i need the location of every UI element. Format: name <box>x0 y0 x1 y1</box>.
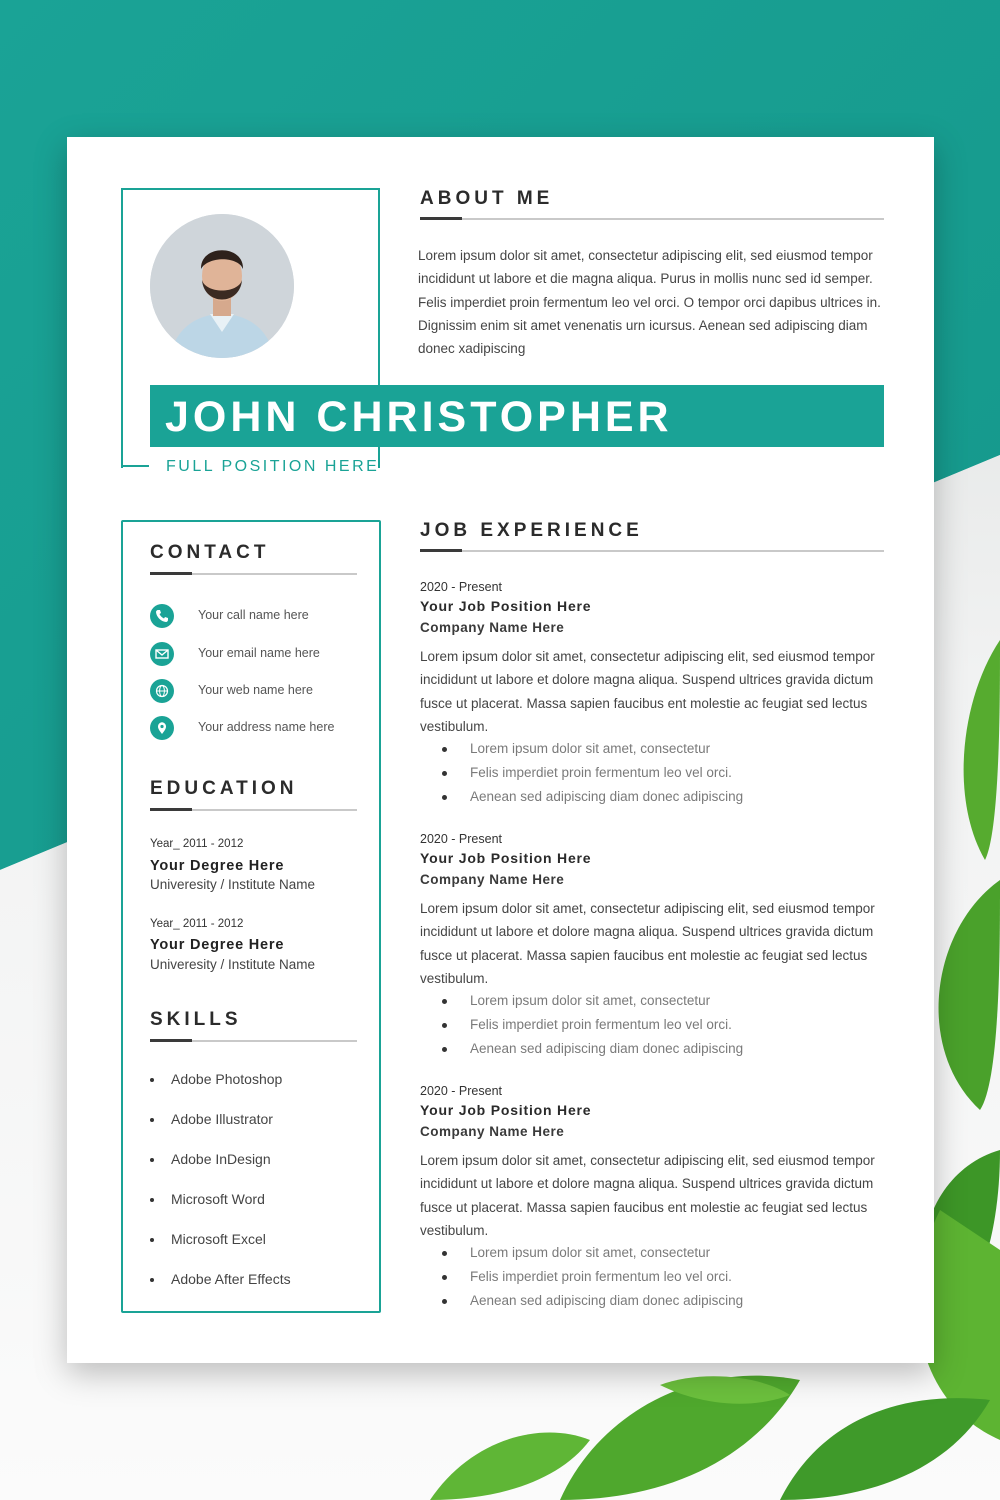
education-1-degree: Your Degree Here <box>150 858 285 874</box>
experience-title: JOB EXPERIENCE <box>420 520 643 541</box>
email-icon <box>150 642 174 666</box>
job-3-date: 2020 - Present <box>420 1084 502 1098</box>
skills-rule-accent <box>150 1039 192 1042</box>
education-1-year: Year_ 2011 - 2012 <box>150 838 244 850</box>
leaf-1 <box>964 640 1000 860</box>
job-1-date: 2020 - Present <box>420 580 502 594</box>
leaf-7 <box>780 1398 990 1500</box>
location-icon <box>150 716 174 740</box>
globe-icon <box>150 679 174 703</box>
experience-rule-accent <box>420 549 462 552</box>
phone-icon <box>150 604 174 628</box>
contact-web-text: Your web name here <box>198 683 313 697</box>
contact-title: CONTACT <box>150 542 270 563</box>
job-3-position: Your Job Position Here <box>420 1102 592 1118</box>
skill-item: Adobe InDesign <box>150 1151 271 1167</box>
contact-phone-text: Your call name here <box>198 608 309 622</box>
job-2-company: Company Name Here <box>420 872 565 887</box>
contact-address-text: Your address name here <box>198 720 335 734</box>
resume-sheet: ABOUT ME Lorem ipsum dolor sit amet, consectetur adipiscing elit, sed eiusmod tempor incididunt ut labore et die magna aliqua. Purus in mollis nunc sed id semper. Felis imperdiet proin fermentum leo vel orci. O tempor orci dapibus ultrices in. Dignissim enim sit amet venenatis urn icursus. Aenean sed adipiscing diam donec xadipiscing JOHN CHRISTOPHER FULL POSITION HERE CONTACT Your call name here Your email name here Your web name here Your address name here EDUCATION Year_ 2011 - 2012 Your Degree Here Univeresity / Institute Name Year_ 2011 - 2012 Your Degree Here Univeresity / Institute Name SKILLS Adobe Photoshop Adobe Illustrator Adobe InDesign Microsoft Word Microsoft Excel Adobe After Effects JOB EXPERIENCE 2020 - Present Your Job Position Here Company Name Here Lorem ipsum dolor sit amet, consectetur adipiscing elit, sed eiusmod tempor incididunt ut labore et dolore magna aliqua. Suspend ultrices gravida dictum fusce ut placerat. Massa sapien faucibus ent molestie ac feugiat sed lectus vestibulum. Lorem ipsum dolor sit amet, consectetur Felis imperdiet proin fermentum leo vel orci. Aenean sed adipiscing diam donec adipiscing 2020 - Present Your Job Position Here Company Name Here Lorem ipsum dolor sit amet, consectetur adipiscing elit, sed eiusmod tempor incididunt ut labore et dolore magna aliqua. Suspend ultrices gravida dictum fusce ut placerat. Massa sapien faucibus ent molestie ac feugiat sed lectus vestibulum. Lorem ipsum dolor sit amet, consectetur Felis imperdiet proin fermentum leo vel orci. Aenean sed adipiscing diam donec adipiscing 2020 - Present Your Job Position Here Company Name Here Lorem ipsum dolor sit amet, consectetur adipiscing elit, sed eiusmod tempor incididunt ut labore et dolore magna aliqua. Suspend ultrices gravida dictum fusce ut placerat. Massa sapien faucibus ent molestie ac feugiat sed lectus vestibulum. Lorem ipsum dolor sit amet, consectetur Felis imperdiet proin fermentum leo vel orci. Aenean sed adipiscing diam donec adipiscing <box>67 137 934 1363</box>
skill-item: Microsoft Word <box>150 1191 265 1207</box>
job-1-description: Lorem ipsum dolor sit amet, consectetur adipiscing elit, sed eiusmod tempor incididunt ut labore et dolore magna aliqua. Suspend ultrices gravida dictum fusce ut placerat. Massa sapien faucibus ent molestie ac feugiat sed lectus vestibulum. <box>420 649 875 734</box>
education-title: EDUCATION <box>150 778 298 799</box>
about-rule-accent <box>420 217 462 220</box>
job-1-position: Your Job Position Here <box>420 598 592 614</box>
experience-rule <box>420 550 884 552</box>
profile-photo <box>150 214 294 358</box>
job-3-description: Lorem ipsum dolor sit amet, consectetur adipiscing elit, sed eiusmod tempor incididunt ut labore et dolore magna aliqua. Suspend ultrices gravida dictum fusce ut placerat. Massa sapien faucibus ent molestie ac feugiat sed lectus vestibulum. <box>420 1153 875 1238</box>
job-2-description: Lorem ipsum dolor sit amet, consectetur adipiscing elit, sed eiusmod tempor incididunt ut labore et dolore magna aliqua. Suspend ultrices gravida dictum fusce ut placerat. Massa sapien faucibus ent molestie ac feugiat sed lectus vestibulum. <box>420 901 875 986</box>
header-frame-tick <box>121 465 149 467</box>
education-rule-accent <box>150 808 192 811</box>
full-name: JOHN CHRISTOPHER <box>165 393 673 441</box>
contact-email-text: Your email name here <box>198 646 320 660</box>
skill-item: Microsoft Excel <box>150 1231 266 1247</box>
contact-rule-accent <box>150 572 192 575</box>
education-2-school: Univeresity / Institute Name <box>150 957 316 972</box>
header-frame-left <box>121 437 123 467</box>
skill-item: Adobe Photoshop <box>150 1071 282 1087</box>
skill-item: Adobe Illustrator <box>150 1111 273 1127</box>
skill-item: Adobe After Effects <box>150 1271 291 1287</box>
job-1-company: Company Name Here <box>420 620 565 635</box>
skills-title: SKILLS <box>150 1009 242 1030</box>
job-2-position: Your Job Position Here <box>420 850 592 866</box>
education-2-degree: Your Degree Here <box>150 937 285 953</box>
about-rule <box>420 218 884 220</box>
education-2-year: Year_ 2011 - 2012 <box>150 918 244 930</box>
job-2-date: 2020 - Present <box>420 832 502 846</box>
about-title: ABOUT ME <box>420 188 554 209</box>
position-title: FULL POSITION HERE <box>166 458 380 475</box>
education-1-school: Univeresity / Institute Name <box>150 877 316 892</box>
job-3-company: Company Name Here <box>420 1124 565 1139</box>
leaf-2 <box>939 880 1000 1110</box>
about-text: Lorem ipsum dolor sit amet, consectetur adipiscing elit, sed eiusmod tempor incididunt ut labore et die magna aliqua. Purus in mollis nunc sed id semper. Felis imperdiet proin fermentum leo vel orci. O tempor orci dapibus ultrices in. Dignissim enim sit amet venenatis urn icursus. Aenean sed adipiscing diam donec xadipiscing <box>418 248 881 357</box>
